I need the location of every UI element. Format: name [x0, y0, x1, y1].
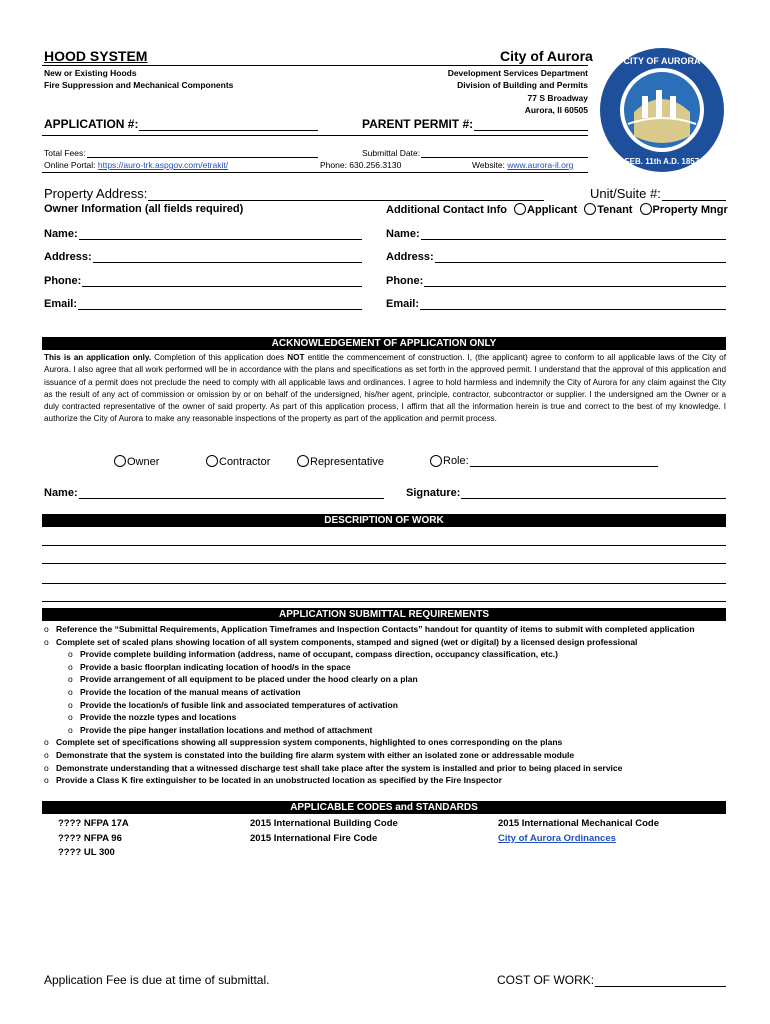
form-title: HOOD SYSTEM [44, 48, 148, 64]
codes-heading: APPLICABLE CODES and STANDARDS [42, 801, 726, 814]
list-item: o Demonstrate understanding that a witnessed discharge test shall take place after the system is installed and prior to being placed in service [44, 762, 623, 773]
subtitle-1: New or Existing Hoods [44, 68, 137, 78]
list-item: o Provide a basic floorplan indicating location of hood/s in the space [68, 661, 351, 672]
contact-phone-field[interactable]: Phone: [386, 275, 726, 287]
role-radio[interactable] [430, 455, 442, 467]
ack-name-field[interactable]: Name: [44, 487, 384, 499]
svg-text:CITY OF AURORA: CITY OF AURORA [623, 56, 701, 66]
owner-name-field[interactable]: Name: [44, 228, 362, 240]
description-line-2[interactable] [42, 563, 726, 564]
additional-contact-heading: Additional Contact Info Applicant Tenant Property Mngr [386, 204, 728, 216]
ack-heading: ACKNOWLEDGEMENT OF APPLICATION ONLY [42, 337, 726, 350]
dept-1: Development Services Department [447, 68, 588, 78]
tenant-radio[interactable] [584, 203, 596, 215]
list-item: o Reference the “Submittal Requirements, Application Timeframes and Inspection Contacts” handout for quantity of items to submit with completed application [44, 624, 695, 634]
list-item: o Provide the location of the manual means of activation [68, 686, 301, 697]
property-mngr-radio[interactable] [640, 203, 652, 215]
codes-col-2: 2015 International Building Code 2015 International Fire Code [250, 818, 398, 844]
subtitle-2: Fire Suppression and Mechanical Components [44, 80, 234, 90]
list-item: o Complete set of specifications showing all suppression system components, highlighted to ones corresponding on the plans [44, 737, 563, 748]
owner-address-field[interactable]: Address: [44, 251, 362, 263]
applicant-radio[interactable] [514, 203, 526, 215]
total-fees-field[interactable]: Total Fees: [44, 148, 318, 158]
svg-text:FEB. 11th A.D. 1857: FEB. 11th A.D. 1857 [624, 157, 700, 166]
description-line-1[interactable] [42, 545, 726, 546]
contact-address-field[interactable]: Address: [386, 251, 726, 263]
signature-field[interactable]: Signature: [406, 487, 726, 499]
owner-email-field[interactable]: Email: [44, 298, 362, 310]
requirements-heading: APPLICATION SUBMITTAL REQUIREMENTS [42, 608, 726, 621]
owner-phone-field[interactable]: Phone: [44, 275, 362, 287]
ack-paragraph: This is an application only. Completion of this application does NOT entitle the commencement of construction. I, (the applicant) agree to conform to all applicable laws of the City of Aurora. I also agree that all work performed will be in accordance with the plans and specifications as set forth in the approved permit. I understand that the approval of this application and issuance of a permit does not preclude the need to comply with all applicable laws and ordinances. I agree to hold harmless and indemnify the City of Aurora for any claim against the City as the result of any act of commission or omission by or on behalf of the undersigned, his/her agent, principle, contractor, subcontractor or supplier. I the undersigned am the Owner or a duly contracted representative of the owner of said property. As part of this application process, I affirm that all the information herein is true and correct to the best of my knowledge. I authorize the City of Aurora to make any reasonable inspections of the property as part of the application and permit process. [44, 353, 726, 424]
list-item: o Provide the nozzle types and locations [68, 712, 237, 723]
property-address-field[interactable]: Property Address: [44, 186, 544, 201]
list-item: o Provide complete building information (address, name of occupant, compass direction, occupancy classification, etc.) [68, 649, 558, 660]
ordinances-link[interactable]: City of Aurora Ordinances [498, 832, 616, 844]
phone-number: Phone: 630.256.3130 [320, 160, 402, 170]
requirements-list [44, 623, 695, 787]
representative-option[interactable]: Representative [297, 455, 384, 468]
fee-note: Application Fee is due at time of submittal. [44, 973, 270, 987]
list-item: o Provide a Class K fire extinguisher to be located in an unobstructed location as specified by the Fire Inspector [44, 775, 502, 786]
list-item: o Provide the pipe hanger installation locations and method of attachment [68, 724, 373, 735]
contact-email-field[interactable]: Email: [386, 298, 726, 310]
unit-suite-field[interactable]: Unit/Suite #: [590, 186, 726, 201]
list-item: o Complete set of scaled plans showing location of all system components, stamped and signed (wet or digital) by a licensed design professional [44, 636, 638, 647]
submittal-date-field[interactable]: Submittal Date: [362, 148, 588, 158]
description-line-4[interactable] [42, 601, 726, 602]
contractor-radio[interactable] [206, 455, 218, 467]
portal-link[interactable]: https://auro-trk.aspgov.com/etrakit/ [97, 160, 229, 170]
codes-col-1: ???? NFPA 17A ???? NFPA 96 ???? UL 300 [58, 818, 129, 858]
website: Website: www.aurora-il.org [472, 160, 574, 170]
contact-name-field[interactable]: Name: [386, 228, 726, 240]
website-link[interactable]: www.aurora-il.org [507, 160, 574, 170]
online-portal: Online Portal: https://auro-trk.aspgov.com/etrakit/ [44, 160, 229, 170]
contractor-option[interactable]: Contractor [206, 455, 270, 468]
owner-radio[interactable] [114, 455, 126, 467]
list-item: o Provide arrangement of all equipment to be placed under the hood clearly on a plan [68, 674, 418, 685]
description-line-3[interactable] [42, 583, 726, 584]
dept-2: Division of Building and Permits [457, 80, 588, 90]
address-1: 77 S Broadway [527, 93, 588, 103]
application-number-field[interactable]: APPLICATION #: [44, 117, 318, 131]
owner-option[interactable]: Owner [114, 455, 159, 468]
representative-radio[interactable] [297, 455, 309, 467]
codes-col-3: 2015 International Mechanical Code City of Aurora Ordinances [498, 817, 659, 846]
city-name: City of Aurora [500, 48, 593, 64]
owner-info-heading: Owner Information (all fields required) [44, 203, 244, 215]
list-item: o Demonstrate that the system is constated into the building fire alarm system with either an isolated zone or addressable module [44, 749, 575, 760]
cost-of-work-field[interactable]: COST OF WORK: [497, 973, 726, 987]
parent-permit-field[interactable]: PARENT PERMIT #: [362, 117, 588, 131]
description-heading: DESCRIPTION OF WORK [42, 514, 726, 527]
city-seal [598, 46, 726, 174]
address-2: Aurora, Il 60505 [524, 105, 588, 115]
list-item: o Provide the location/s of fusible link and associated temperatures of activation [68, 699, 398, 710]
role-field[interactable]: Role: [430, 455, 658, 467]
